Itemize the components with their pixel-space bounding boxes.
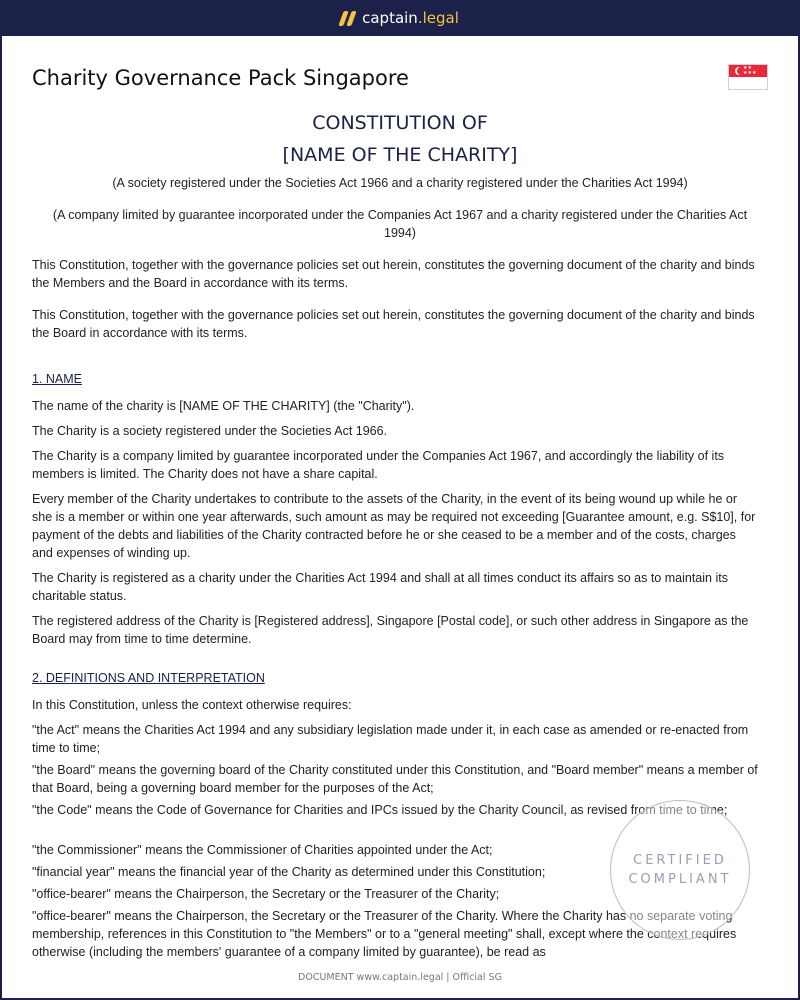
section2-paragraph: In this Constitution, unless the context otherwise requires: [32,698,352,712]
intro-paragraph: This Constitution, together with the governance policies set out herein, constitutes the governing document of the charity and binds the Members and the Board in accordance with its terms. [32,258,755,290]
document-footer: DOCUMENT www.captain.legal | Official SG [298,972,502,983]
section1-paragraph: The Charity is a society registered under the Societies Act 1966. [32,424,388,438]
definition-item: "financial year" means the financial year of the Charity as determined under this Constitution; [32,865,546,879]
definition-item: "the Act" means the Charities Act 1994 and any subsidiary legislation made under it, in each case as amended or re-enacted from time to time; [32,723,749,755]
section1-paragraph: The Charity is registered as a charity under the Charities Act 1994 and shall at all times conduct its affairs so as to maintain its charitable status. [32,571,728,603]
brand-tld: .legal [417,9,459,27]
stamp-line2: COMPLIANT [628,872,732,887]
definition-item: "the Board" means the governing board of the Charity constituted under this Constitution, and "Board member" means a member of that Board, being a governing board member for the purposes of the Act; [32,763,758,795]
definition-item: "the Commissioner" means the Commissioner of Charities appointed under the Act; [32,843,493,857]
section1-paragraph: The Charity is a company limited by guarantee incorporated under the Companies Act 1967, and accordingly the liability of its members is limited. The Charity does not have a share capital. [32,449,725,481]
document-page [2,36,798,998]
brand-logo[interactable] [341,9,459,27]
page-title: Charity Governance Pack Singapore [32,66,409,90]
document-title-line2: [NAME OF THE CHARITY] [282,144,518,166]
captain-legal-logo-icon [341,11,354,26]
top-bar [0,0,800,36]
section1-paragraph: The registered address of the Charity is [Registered address], Singapore [Postal code], or such other address in Singapore as the Board may from time to time determine. [32,614,749,646]
society-subtitle: (A society registered under the Societies Act 1966 and a charity registered under the Charities Act 1994) [112,176,688,190]
section-heading-name: 1. NAME [32,372,83,386]
definition-item: "the Code" means the Code of Governance for Charities and IPCs issued by the Charity Council, as revised from time to time; [32,803,728,817]
singapore-flag-icon: ★★ ★★★ [728,64,768,90]
company-subtitle: (A company limited by guarantee incorporated under the Companies Act 1967 and a charity registered under the Charities Act 1994) [52,208,748,240]
section1-paragraph: The name of the charity is [NAME OF THE CHARITY] (the "Charity"). [32,399,415,413]
section-heading-definitions: 2. DEFINITIONS AND INTERPRETATION [32,671,265,685]
section1-paragraph: Every member of the Charity undertakes to contribute to the assets of the Charity, in the event of its being wound up while he or she is a member or within one year afterwards, such amount as may be required not exceeding [Guarantee amount, e.g. S$10], for payment of the debts and liabilities of the Charity contracted before he or she ceased to be a member and of the costs, charges and expenses of winding up. [32,492,756,560]
definition-item: "office-bearer" means the Chairperson, the Secretary or the Treasurer of the Charity; [32,887,500,901]
definition-item: "office-bearer" means the Chairperson, the Secretary or the Treasurer of the Charity. Where the Charity has no separate voting membership, references in this Constitution to "the Members" or to a "general meeting" shall, except where the context requires otherwise (including the members' guarantee of a company limited by guarantee), be read as [32,909,737,959]
brand-name: captain [362,9,418,27]
certified-compliant-stamp [610,800,750,940]
document-title-line1: CONSTITUTION OF [312,112,488,134]
stamp-line1: CERTIFIED [633,853,727,868]
intro-paragraph: This Constitution, together with the governance policies set out herein, constitutes the governing document of the charity and binds the Board in accordance with its terms. [32,308,755,340]
